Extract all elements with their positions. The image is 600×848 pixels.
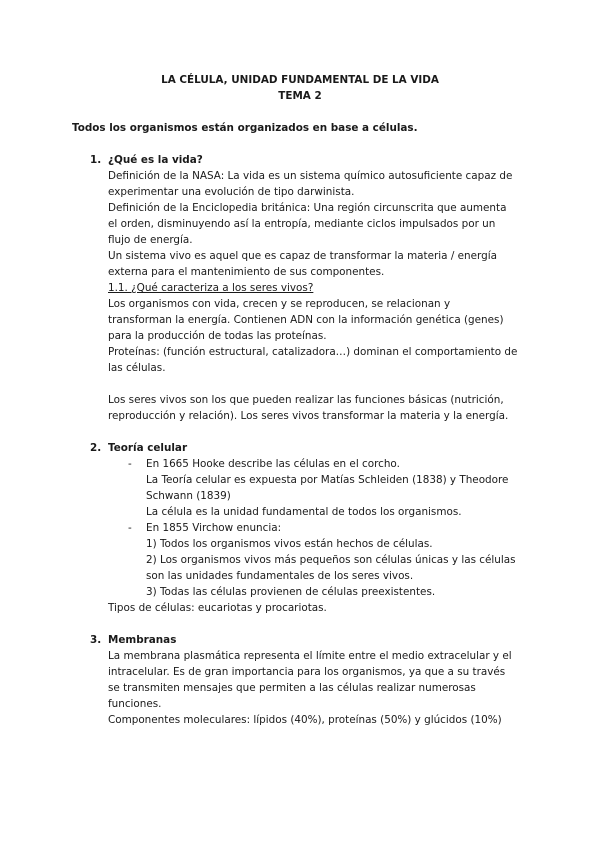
section-1-line: flujo de energía. <box>108 234 193 246</box>
section-3-line: se transmiten mensajes que permiten a las células realizar numerosas <box>108 682 476 694</box>
section-1-line: el orden, disminuyendo así la entropía, mediante ciclos impulsados por un <box>108 218 496 230</box>
section-1-line: Un sistema vivo es aquel que es capaz de transformar la materia / energía <box>108 250 497 262</box>
section-1-paragraph-line: Los seres vivos son los que pueden realizar las funciones básicas (nutrición, <box>108 394 504 406</box>
bullet-2-line: 3) Todas las células provienen de células preexistentes. <box>146 586 436 598</box>
bullet-1-line: Schwann (1839) <box>146 490 231 502</box>
document-subtitle: TEMA 2 <box>278 90 322 102</box>
bullet-2-line: son las unidades fundamentales de los seres vivos. <box>146 570 414 582</box>
section-3-line: intracelular. Es de gran importancia para los organismos, ya que a su través <box>108 666 506 678</box>
section-3-line: La membrana plasmática representa el límite entre el medio extracelular y el <box>108 650 512 662</box>
section-1-1-line: transforman la energía. Contienen ADN con la información genética (genes) <box>108 314 504 326</box>
bullet-dash: - <box>128 458 132 470</box>
bullet-2-line: 2) Los organismos vivos más pequeños son células únicas y las células <box>146 554 516 566</box>
section-1-heading: ¿Qué es la vida? <box>108 154 203 166</box>
section-1-paragraph-line: reproducción y relación). Los seres vivos transformar la materia y la energía. <box>108 410 509 422</box>
bullet-1-line: En 1665 Hooke describe las células en el corcho. <box>146 458 400 470</box>
section-1-line: experimentar una evolución de tipo darwinista. <box>108 186 355 198</box>
section-1-line: Definición de la Enciclopedia británica: Una región circunscrita que aumenta <box>108 202 507 214</box>
section-2-number: 2. <box>90 442 102 454</box>
bullet-2-line: 1) Todos los organismos vivos están hechos de células. <box>146 538 433 550</box>
document-title: LA CÉLULA, UNIDAD FUNDAMENTAL DE LA VIDA <box>161 74 439 86</box>
section-3-heading: Membranas <box>108 634 177 646</box>
section-1-number: 1. <box>90 154 102 166</box>
bullet-dash: - <box>128 522 132 534</box>
section-3-line: funciones. <box>108 698 162 710</box>
bullet-2-line: En 1855 Virchow enuncia: <box>146 522 282 534</box>
section-1-1-line: las células. <box>108 362 166 374</box>
section-1-1-line: para la producción de todas las proteínas. <box>108 330 327 342</box>
section-2-heading: Teoría celular <box>108 442 188 454</box>
section-1-1-subheading: 1.1. ¿Qué caracteriza a los seres vivos? <box>108 282 314 294</box>
section-1-1-line: Los organismos con vida, crecen y se reproducen, se relacionan y <box>108 298 451 310</box>
section-3-number: 3. <box>90 634 102 646</box>
section-1-line: Definición de la NASA: La vida es un sistema químico autosuficiente capaz de <box>108 170 513 182</box>
section-1-1-line: Proteínas: (función estructural, catalizadora…) dominan el comportamiento de <box>108 346 518 358</box>
section-3-line: Componentes moleculares: lípidos (40%), proteínas (50%) y glúcidos (10%) <box>108 714 502 726</box>
bullet-1-line: La célula es la unidad fundamental de todos los organismos. <box>146 506 462 518</box>
section-1-line: externa para el mantenimiento de sus componentes. <box>108 266 385 278</box>
section-2-closing: Tipos de células: eucariotas y procariotas. <box>108 602 327 614</box>
intro-text: Todos los organismos están organizados en base a células. <box>72 122 418 134</box>
bullet-1-line: La Teoría celular es expuesta por Matías Schleiden (1838) y Theodore <box>146 474 509 486</box>
